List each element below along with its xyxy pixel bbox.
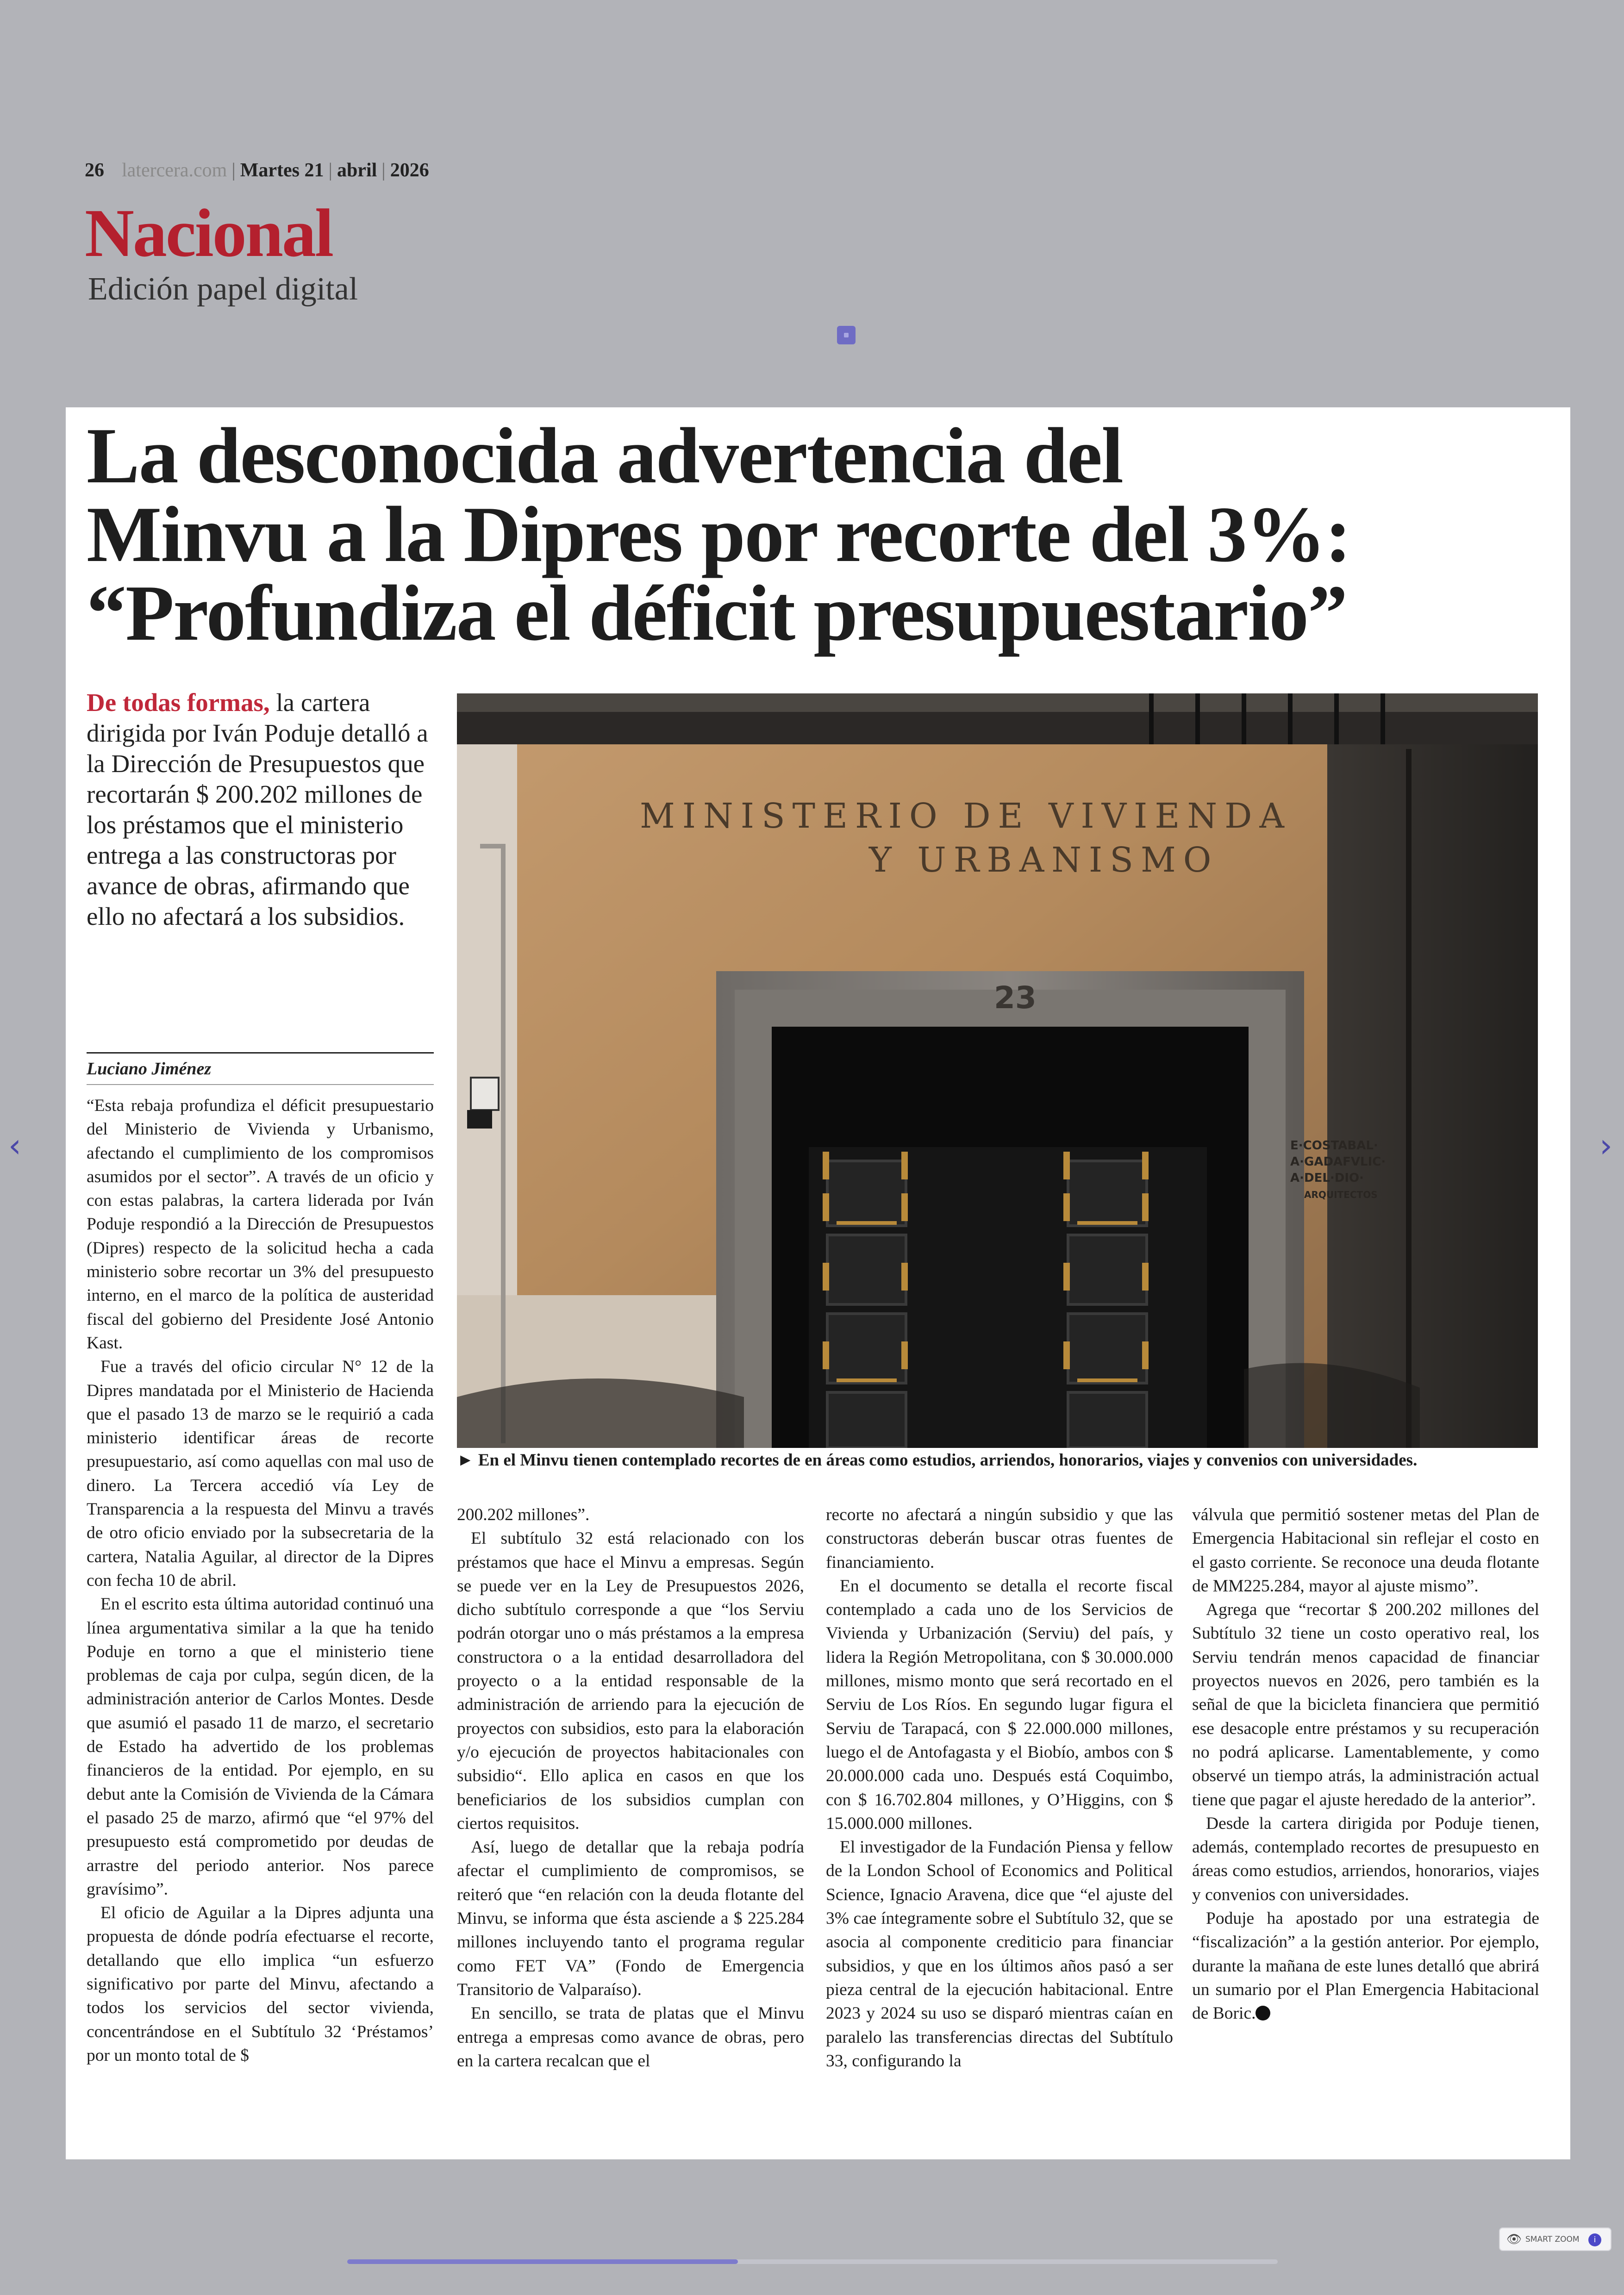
info-icon: i: [1588, 2233, 1601, 2246]
site-name: latercera.com: [122, 160, 227, 181]
page-handle-icon[interactable]: [837, 326, 856, 344]
article-headline: [87, 412, 1522, 657]
chevron-left-icon[interactable]: ‹: [8, 1127, 21, 1165]
paragraph: En sencillo, se trata de platas que el Minvu entrega a empresas como avance de obras, pero en la cartera recalcan que el: [457, 2004, 804, 2070]
lead-text: la cartera dirigida por Iván Poduje detalló a la Dirección de Presupuestos que recortarán $ 200.202 millones de los préstamos que el ministerio entrega a las constructoras por avance de obras, afirmando que ello no afectará a los subsidios.: [87, 688, 428, 930]
page-scrubber-progress: [347, 2259, 738, 2264]
building-sign-line1: MINISTERIO DE VIVIENDA: [640, 796, 1292, 836]
page-header-meta: 26 latercera.com | Martes 21 | abril | 2026: [85, 160, 429, 181]
paragraph: El subtítulo 32 está relacionado con los préstamos que hace el Minvu a empresas. Según se puede ver en la Ley de Presupuestos 2026, dicho subtítulo corresponde a que “los Serviu podrán otorgar uno o más préstamos a la empresa constructora o a la entidad desarrolladora del proyecto o a la entidad responsable de la administración de arriendo para la ejecución de proyectos con subsidios, esto para la elaboración y/o ejecución de proyectos habitacionales con subsidio“. Ello aplica en casos en que los beneficiarios de los subsidios cumplan con ciertos requisitos.: [457, 1529, 804, 1833]
smart-zoom-label: SMART ZOOM: [1525, 2235, 1580, 2244]
ministry-building-image: [457, 693, 1538, 1448]
article-column-4: [1192, 1503, 1539, 2026]
plaque-line: A·DEL·DIO·: [1290, 1171, 1364, 1185]
date-weekday: Martes 21: [240, 160, 324, 181]
date-month: abril: [337, 160, 377, 181]
eye-icon: 👁: [1506, 2233, 1522, 2246]
paragraph: El investigador de la Fundación Piensa y fellow de la London School of Economics and Political Science, Ignacio Aravena, dice que “el ajuste del 3% cae íntegramente sobre el Subtítulo 32, que se asocia al componente crediticio para financiar subsidios, y que en los últimos años pasó a ser pieza central de la ejecución habitacional. Entre 2023 y 2024 su uso se disparó mientras caían en paralelo las transferencias directas del Subtítulo 33, configurando la: [826, 1838, 1173, 2070]
paragraph: Desde la cartera dirigida por Poduje tienen, además, contemplado recortes de presupuesto en áreas como estudios, arriendos, honorarios, viajes y convenios con universidades.: [1192, 1814, 1539, 1904]
headline-line: Minvu a la Dipres por recorte del 3%:: [87, 491, 1351, 579]
paragraph: 200.202 millones”.: [457, 1505, 590, 1524]
paragraph: Agrega que “recortar $ 200.202 millones del Subtítulo 32 tiene un costo operativo real, los Serviu tendrán menos capacidad de financiar proyectos nuevos en 2026, pero también es la señal de que la bicicleta financiera que permitió ese desacople entre préstamos y su recuperación no podrá aplicarse. Lamentablemente, y como observé un tiempo atrás, la administración actual tiene que pagar el ajuste heredado de la anterior”.: [1192, 1600, 1539, 1809]
paragraph: En el escrito esta última autoridad continuó una línea argumentativa similar a la que ha tenido Poduje en torno a que el ministerio tiene problemas de caja por culpa, según dicen, de la administración anterior de Carlos Montes. Desde que asumió el pasado 11 de marzo, el secretario de Estado ha advertido de los problemas financieros de la entidad. Por ejemplo, en su debut ante la Comisión de Vivienda de la Cámara el pasado 25 de marzo, afirmó que “el 97% del presupuesto está comprometido por deudas de arrastre del periodo anterior. Nos parece gravísimo”.: [87, 1595, 434, 1899]
headline-line: La desconocida advertencia del: [87, 412, 1123, 500]
article-column-3: [826, 1503, 1173, 2073]
chevron-right-icon[interactable]: ›: [1599, 1127, 1612, 1165]
page-number: 26: [85, 160, 104, 181]
building-sign-line2: Y URBANISMO: [869, 840, 1219, 880]
paragraph-text: Poduje ha apostado por una estrategia de “fiscalización” a la gestión anterior. Por ejemplo, durante la mañana de este lunes detalló que abrirá un sumario por el Plan Emergencia Habitacional de Boric.: [1192, 1909, 1539, 2023]
plaque-line: ARQUITECTOS: [1304, 1189, 1378, 1200]
edition-subtitle: Edición papel digital: [88, 271, 358, 307]
byline: Luciano Jiménez: [87, 1059, 212, 1079]
headline-line: “Profundiza el déficit presupuestario”: [87, 569, 1347, 657]
newspaper-page: [66, 407, 1570, 2159]
photo-caption: ► En el Minvu tienen contemplado recortes de en áreas como estudios, arriendos, honorarios, viajes y convenios con universidades.: [457, 1451, 1418, 1470]
article-lead: [87, 687, 438, 932]
end-mark-icon: [1255, 2006, 1270, 2021]
article-column-1: [87, 1094, 434, 2067]
plaque-line: E·COSTABAL·: [1290, 1139, 1378, 1153]
paragraph: Fue a través del oficio circular N° 12 de la Dipres mandatada por el Ministerio de Hacienda que el pasado 13 de marzo se le requirió a cada ministerio identificar áreas de recorte presupuestario, así como aquellas con mal uso de dinero. La Tercera accedió vía Ley de Transparencia a la respuesta del Minvu a través de otro oficio enviado por la subsecretaria de la cartera, Natalia Aguilar, al director de la Dipres con fecha 10 de abril.: [87, 1357, 434, 1590]
byline-divider: [87, 1084, 434, 1085]
article-photo: [457, 693, 1538, 1448]
paragraph: [1192, 1907, 1539, 2025]
paragraph: Así, luego de detallar que la rebaja podría afectar el cumplimiento de compromisos, se reiteró que “en relación con la deuda flotante del Minvu, se informa que ésta asciende a $ 225.284 millones incluyendo tanto el programa regular como FET VA” (Fondo de Emergencia Transitorio de Valparaíso).: [457, 1838, 804, 1999]
paragraph: válvula que permitió sostener metas del Plan de Emergencia Habitacional sin reflejar el costo en el gasto corriente. Se reconoce una deuda flotante de MM225.284, mayor al ajuste mismo”.: [1192, 1505, 1539, 1596]
byline-divider: [87, 1052, 434, 1054]
date-year: 2026: [390, 160, 429, 181]
section-title: Nacional: [85, 195, 333, 271]
paragraph: “Esta rebaja profundiza el déficit presupuestario del Ministerio de Vivienda y Urbanismo, afectando el cumplimiento de los compromisos asumidos por el sector”. A través de un oficio y con estas palabras, la cartera liderada por Iván Poduje respondió a la Dirección de Presupuestos (Dipres) respecto de la solicitud hecha a cada ministerio sobre recortar un 3% del presupuesto interno, en el marco de la política de austeridad fiscal del gobierno del Presidente José Antonio Kast.: [87, 1096, 434, 1353]
smart-zoom-button[interactable]: [1499, 2227, 1612, 2251]
article-column-2: [457, 1503, 804, 2073]
lead-kicker: De todas formas,: [87, 688, 270, 717]
plaque-line: A·GADAFVLIC·: [1290, 1155, 1386, 1169]
paragraph: recorte no afectará a ningún subsidio y que las constructoras deberán buscar otras fuentes de financiamiento.: [826, 1505, 1173, 1572]
paragraph: En el documento se detalla el recorte fiscal contemplado a cada uno de los Servicios de Vivienda y Urbanización (Serviu) del país, y lidera la Región Metropolitana, con $ 30.000.000 millones, mismo monto que será recortado en el Serviu de Los Ríos. En segundo lugar figura el Serviu de Tarapacá, con $ 22.000.000 millones, luego el de Antofagasta y el Biobío, ambos con $ 20.000.000 cada uno. Después está Coquimbo, con $ 16.702.804 millones, y O’Higgins, con $ 15.000.000 millones.: [826, 1576, 1173, 1833]
door-number: 23: [994, 980, 1037, 1016]
paragraph: El oficio de Aguilar a la Dipres adjunta una propuesta de dónde podría efectuarse el recorte, detallando que ello implica “un esfuerzo significativo por parte del Minvu, afectando a todos los servicios del sector vivienda, concentrándose en el Subtítulo 32 ‘Préstamos’ por un monto total de $: [87, 1903, 434, 2065]
